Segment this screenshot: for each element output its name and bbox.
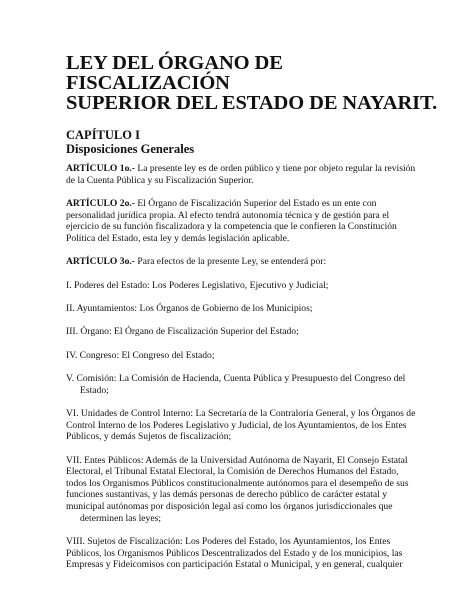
article-1 bbox=[66, 163, 426, 186]
definition-text: V. Comisión: La Comisión de Hacienda, Cuenta Pública y Presupuesto del Congreso del bbox=[66, 373, 406, 385]
definition-item bbox=[66, 455, 426, 525]
definition-item bbox=[66, 303, 426, 315]
chapter-number: CAPÍTULO I bbox=[66, 128, 140, 142]
definition-text: Estado; bbox=[80, 384, 109, 396]
article-line bbox=[66, 198, 426, 210]
chapter-heading bbox=[66, 128, 194, 156]
definition-item bbox=[66, 326, 426, 338]
title-line: LEY DEL ÓRGANO DE bbox=[66, 52, 283, 74]
definition-text: VII. Entes Públicos: Además de la Universidad Autónoma de Nayarit, El Consejo Estatal bbox=[66, 454, 408, 466]
definition-text: II. Ayuntamientos: Los Órganos de Gobierno de los Municipios; bbox=[66, 302, 313, 314]
definition-text: todos los Organismos Públicos constitucionalmente autónomos para el desempeño de sus bbox=[66, 477, 409, 489]
article-text: La presente ley es de orden público y tiene por objeto regular la revisión bbox=[134, 163, 416, 174]
definition-text: IV. Congreso: El Congreso del Estado; bbox=[66, 349, 215, 361]
chapter-name: Disposiciones Generales bbox=[66, 142, 195, 156]
definition-item bbox=[66, 350, 426, 362]
definition-item bbox=[66, 536, 426, 571]
definition-text: municipal autónomas por disposición legal así como los órganos jurisdiccionales que bbox=[66, 501, 393, 513]
definition-text: III. Órgano: El Órgano de Fiscalización Superior del Estado; bbox=[66, 326, 299, 338]
definition-text: Electoral, el Tribunal Estatal Electoral, la Comisión de Derechos Humanos del Estado, bbox=[66, 466, 399, 478]
article-2 bbox=[66, 198, 426, 244]
document-title bbox=[66, 53, 456, 113]
article-label: ARTÍCULO 3o.- bbox=[66, 256, 135, 268]
article-text: El Órgano de Fiscalización Superior del Estado es un ente con bbox=[134, 197, 377, 209]
definition-item bbox=[66, 280, 426, 292]
article-label: ARTÍCULO 1o.- bbox=[66, 163, 135, 174]
article-3 bbox=[66, 256, 426, 268]
article-text: de la Cuenta Pública y su Fiscalización Superior. bbox=[66, 174, 254, 186]
article-text: Para efectos de la presente Ley, se entenderá por: bbox=[134, 256, 327, 268]
article-text: personalidad jurídica propia. Al efecto tendrá autonomía técnica y de gestión para el bbox=[66, 209, 390, 221]
title-line: FISCALIZACIÓN bbox=[66, 72, 230, 94]
definition-text: Públicos, y demás Sujetos de fiscalización; bbox=[66, 431, 232, 443]
definition-text: Control Interno de los Poderes Legislativo y Judicial, de los Ayuntamientos, de los Entes bbox=[66, 419, 407, 431]
article-line bbox=[66, 256, 426, 268]
definition-text: funciones sustantivas, y las demás personas de derecho público de carácter estatal y bbox=[66, 489, 388, 501]
definition-text: VIII. Sujetos de Fiscalización: Los Poderes del Estado, los Ayuntamientos, los Entes bbox=[66, 536, 391, 548]
document-body bbox=[66, 163, 426, 583]
article-label: ARTÍCULO 2o.- bbox=[66, 197, 135, 209]
article-text: ejercicio de su función fiscalizadora y la competencia que le confieren la Constitución bbox=[66, 221, 397, 233]
title-line: SUPERIOR DEL ESTADO DE NAYARIT. bbox=[66, 92, 438, 114]
definition-text: I. Poderes del Estado: Los Poderes Legislativo, Ejecutivo y Judicial; bbox=[66, 279, 329, 291]
definition-item bbox=[66, 373, 426, 396]
definition-text: Empresas y Fideicomisos con participación Estatal o Municipal, y en general, cualquier bbox=[66, 559, 403, 571]
article-line bbox=[66, 163, 426, 175]
definition-text: determinen las leyes; bbox=[80, 512, 161, 524]
definition-item bbox=[66, 408, 426, 443]
article-text: Política del Estado, esta ley y demás legislación aplicable. bbox=[66, 232, 290, 244]
definition-text: Públicos, los Organismos Públicos Descentralizados del Estado y de los municipios, las bbox=[66, 547, 403, 559]
definition-text: VI. Unidades de Control Interno: La Secretaría de la Contraloría General, y los Órganos de bbox=[66, 408, 416, 420]
